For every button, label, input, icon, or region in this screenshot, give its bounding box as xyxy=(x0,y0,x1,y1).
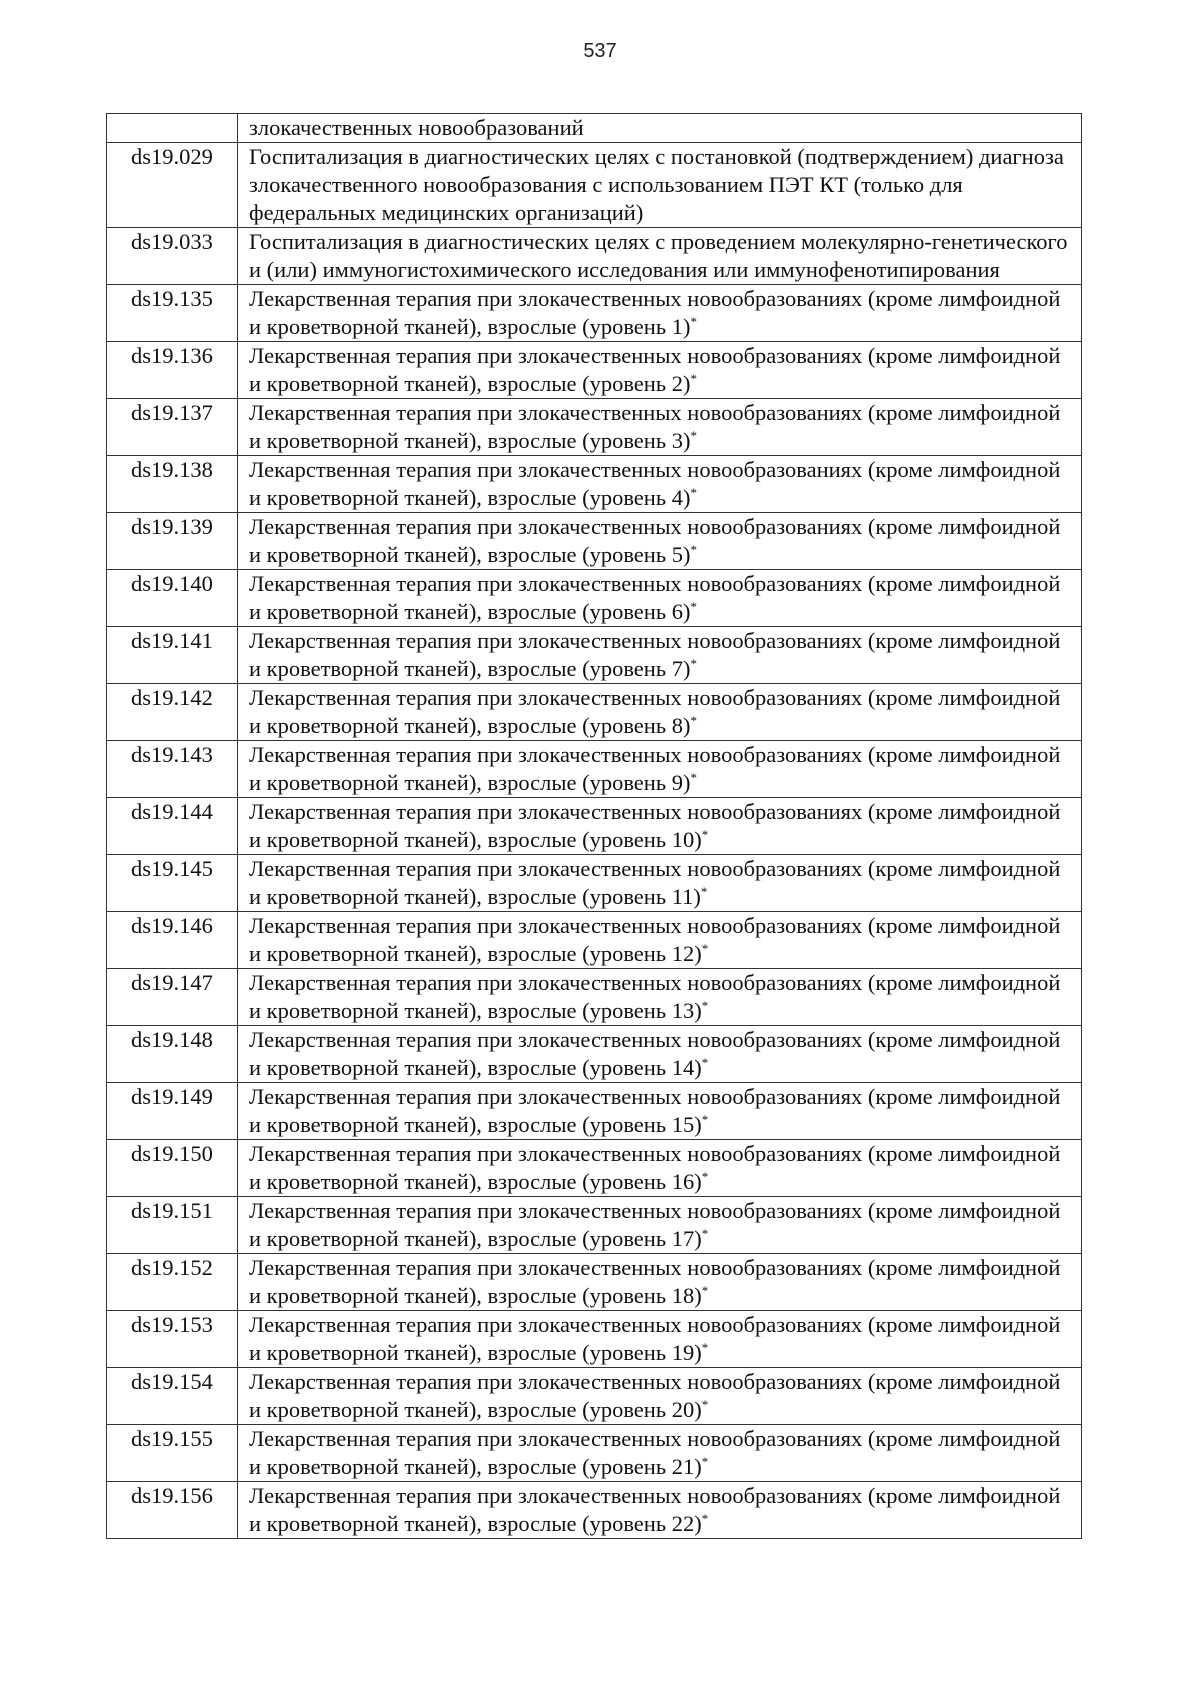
footnote-marker: * xyxy=(700,884,708,899)
code-cell: ds19.033 xyxy=(107,228,238,285)
footnote-marker: * xyxy=(690,599,697,614)
description-cell xyxy=(238,627,1082,684)
code-cell: ds19.136 xyxy=(107,342,238,399)
description-text: Госпитализация в диагностических целях с проведением молекулярно-генетического и (или) иммуногистохимического исследования или иммунофенотипирования xyxy=(249,229,1068,282)
footnote-marker: * xyxy=(690,371,697,386)
table-row xyxy=(107,741,1082,798)
description-cell xyxy=(238,570,1082,627)
table-row xyxy=(107,456,1082,513)
description-text: Госпитализация в диагностических целях с постановкой (подтверждением) диагноза злокачественного новообразования с использованием ПЭТ КТ (только для федеральных медицинских организаций) xyxy=(249,144,1064,225)
description-text: Лекарственная терапия при злокачественных новообразованиях (кроме лимфоидной и кроветворной тканей), взрослые (уровень 15) xyxy=(249,1084,1061,1137)
description-cell xyxy=(238,285,1082,342)
table-row xyxy=(107,1254,1082,1311)
table-row xyxy=(107,912,1082,969)
description-text: Лекарственная терапия при злокачественных новообразованиях (кроме лимфоидной и кроветворной тканей), взрослые (уровень 11) xyxy=(249,856,1061,909)
description-cell xyxy=(238,143,1082,228)
footnote-marker: * xyxy=(701,1397,709,1412)
description-text: Лекарственная терапия при злокачественных новообразованиях (кроме лимфоидной и кроветворной тканей), взрослые (уровень 17) xyxy=(249,1198,1061,1251)
code-cell: ds19.155 xyxy=(107,1425,238,1482)
description-text: Лекарственная терапия при злокачественных новообразованиях (кроме лимфоидной и кроветворной тканей), взрослые (уровень 22) xyxy=(249,1483,1061,1536)
footnote-marker: * xyxy=(701,998,709,1013)
code-cell: ds19.135 xyxy=(107,285,238,342)
code-cell: ds19.154 xyxy=(107,1368,238,1425)
description-text: Лекарственная терапия при злокачественных новообразованиях (кроме лимфоидной и кроветворной тканей), взрослые (уровень 3) xyxy=(249,400,1061,453)
description-text: Лекарственная терапия при злокачественных новообразованиях (кроме лимфоидной и кроветворной тканей), взрослые (уровень 8) xyxy=(249,685,1061,738)
description-text: Лекарственная терапия при злокачественных новообразованиях (кроме лимфоидной и кроветворной тканей), взрослые (уровень 6) xyxy=(249,571,1061,624)
code-cell: ds19.144 xyxy=(107,798,238,855)
table-row xyxy=(107,1425,1082,1482)
table-row xyxy=(107,143,1082,228)
code-table xyxy=(106,113,1082,1539)
footnote-marker: * xyxy=(701,1112,709,1127)
table-row xyxy=(107,969,1082,1026)
table-row xyxy=(107,1482,1082,1539)
description-cell xyxy=(238,1482,1082,1539)
description-cell xyxy=(238,1026,1082,1083)
table-row xyxy=(107,513,1082,570)
table-row xyxy=(107,1197,1082,1254)
footnote-marker: * xyxy=(690,656,697,671)
footnote-marker: * xyxy=(690,314,697,329)
description-cell xyxy=(238,342,1082,399)
table-row xyxy=(107,627,1082,684)
description-text: Лекарственная терапия при злокачественных новообразованиях (кроме лимфоидной и кроветворной тканей), взрослые (уровень 13) xyxy=(249,970,1061,1023)
description-cell xyxy=(238,456,1082,513)
description-cell xyxy=(238,1083,1082,1140)
table-row xyxy=(107,1026,1082,1083)
table-row xyxy=(107,399,1082,456)
footnote-marker: * xyxy=(701,1055,709,1070)
description-text: Лекарственная терапия при злокачественных новообразованиях (кроме лимфоидной и кроветворной тканей), взрослые (уровень 5) xyxy=(249,514,1061,567)
table-row xyxy=(107,684,1082,741)
code-cell: ds19.147 xyxy=(107,969,238,1026)
footnote-marker: * xyxy=(701,827,709,842)
description-cell xyxy=(238,1197,1082,1254)
code-cell: ds19.153 xyxy=(107,1311,238,1368)
code-cell: ds19.138 xyxy=(107,456,238,513)
code-cell: ds19.029 xyxy=(107,143,238,228)
description-cell xyxy=(238,855,1082,912)
code-cell xyxy=(107,114,238,143)
code-cell: ds19.142 xyxy=(107,684,238,741)
description-cell xyxy=(238,1425,1082,1482)
table-row xyxy=(107,570,1082,627)
code-cell: ds19.148 xyxy=(107,1026,238,1083)
description-text: Лекарственная терапия при злокачественных новообразованиях (кроме лимфоидной и кроветворной тканей), взрослые (уровень 1) xyxy=(249,286,1061,339)
description-cell xyxy=(238,114,1082,143)
description-cell xyxy=(238,1368,1082,1425)
footnote-marker: * xyxy=(690,428,697,443)
footnote-marker: * xyxy=(690,542,697,557)
description-text: Лекарственная терапия при злокачественных новообразованиях (кроме лимфоидной и кроветворной тканей), взрослые (уровень 21) xyxy=(249,1426,1061,1479)
table-row xyxy=(107,342,1082,399)
code-cell: ds19.151 xyxy=(107,1197,238,1254)
description-text: Лекарственная терапия при злокачественных новообразованиях (кроме лимфоидной и кроветворной тканей), взрослые (уровень 7) xyxy=(249,628,1061,681)
description-text: Лекарственная терапия при злокачественных новообразованиях (кроме лимфоидной и кроветворной тканей), взрослые (уровень 19) xyxy=(249,1312,1061,1365)
footnote-marker: * xyxy=(690,713,697,728)
table-row xyxy=(107,228,1082,285)
table-row xyxy=(107,1368,1082,1425)
code-cell: ds19.145 xyxy=(107,855,238,912)
table-row xyxy=(107,798,1082,855)
table-row xyxy=(107,1140,1082,1197)
table-row xyxy=(107,1311,1082,1368)
description-cell xyxy=(238,1311,1082,1368)
table-row xyxy=(107,114,1082,143)
code-cell: ds19.150 xyxy=(107,1140,238,1197)
code-cell: ds19.146 xyxy=(107,912,238,969)
description-text: Лекарственная терапия при злокачественных новообразованиях (кроме лимфоидной и кроветворной тканей), взрослые (уровень 10) xyxy=(249,799,1061,852)
description-cell xyxy=(238,399,1082,456)
description-cell xyxy=(238,228,1082,285)
footnote-marker: * xyxy=(690,485,697,500)
code-cell: ds19.149 xyxy=(107,1083,238,1140)
description-text: Лекарственная терапия при злокачественных новообразованиях (кроме лимфоидной и кроветворной тканей), взрослые (уровень 20) xyxy=(249,1369,1061,1422)
footnote-marker: * xyxy=(701,941,709,956)
description-cell xyxy=(238,1254,1082,1311)
footnote-marker: * xyxy=(701,1511,709,1526)
description-cell xyxy=(238,1140,1082,1197)
description-cell xyxy=(238,912,1082,969)
code-cell: ds19.156 xyxy=(107,1482,238,1539)
footnote-marker: * xyxy=(690,770,697,785)
table-row xyxy=(107,855,1082,912)
footnote-marker: * xyxy=(701,1454,709,1469)
description-text: Лекарственная терапия при злокачественных новообразованиях (кроме лимфоидной и кроветворной тканей), взрослые (уровень 18) xyxy=(249,1255,1061,1308)
description-text: Лекарственная терапия при злокачественных новообразованиях (кроме лимфоидной и кроветворной тканей), взрослые (уровень 16) xyxy=(249,1141,1061,1194)
code-cell: ds19.139 xyxy=(107,513,238,570)
footnote-marker: * xyxy=(701,1169,709,1184)
description-cell xyxy=(238,741,1082,798)
code-cell: ds19.140 xyxy=(107,570,238,627)
page-number: 537 xyxy=(583,40,617,62)
description-text: Лекарственная терапия при злокачественных новообразованиях (кроме лимфоидной и кроветворной тканей), взрослые (уровень 2) xyxy=(249,343,1061,396)
description-text: злокачественных новообразований xyxy=(249,115,584,140)
description-cell xyxy=(238,684,1082,741)
description-text: Лекарственная терапия при злокачественных новообразованиях (кроме лимфоидной и кроветворной тканей), взрослые (уровень 4) xyxy=(249,457,1061,510)
description-cell xyxy=(238,513,1082,570)
code-cell: ds19.152 xyxy=(107,1254,238,1311)
code-cell: ds19.143 xyxy=(107,741,238,798)
table-row xyxy=(107,1083,1082,1140)
footnote-marker: * xyxy=(701,1340,709,1355)
description-cell xyxy=(238,969,1082,1026)
code-cell: ds19.141 xyxy=(107,627,238,684)
description-text: Лекарственная терапия при злокачественных новообразованиях (кроме лимфоидной и кроветворной тканей), взрослые (уровень 14) xyxy=(249,1027,1061,1080)
footnote-marker: * xyxy=(701,1283,709,1298)
description-cell xyxy=(238,798,1082,855)
description-text: Лекарственная терапия при злокачественных новообразованиях (кроме лимфоидной и кроветворной тканей), взрослые (уровень 12) xyxy=(249,913,1061,966)
code-table-body xyxy=(107,114,1082,1539)
footnote-marker: * xyxy=(701,1226,709,1241)
table-row xyxy=(107,285,1082,342)
code-cell: ds19.137 xyxy=(107,399,238,456)
description-text: Лекарственная терапия при злокачественных новообразованиях (кроме лимфоидной и кроветворной тканей), взрослые (уровень 9) xyxy=(249,742,1061,795)
